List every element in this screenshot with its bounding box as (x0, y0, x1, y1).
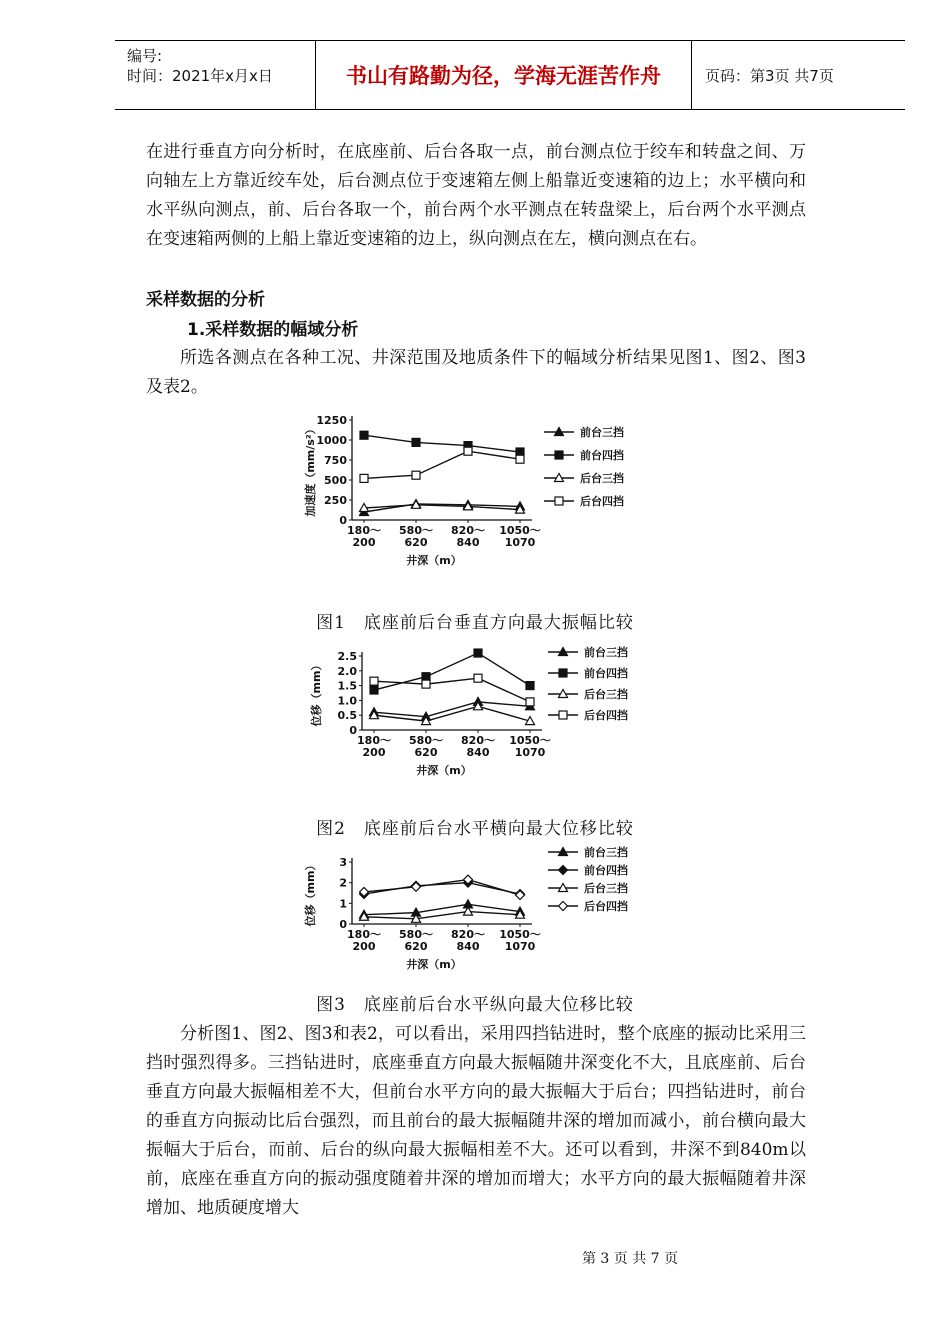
y-tick-label: 2 (339, 876, 347, 890)
data-point (360, 474, 368, 482)
legend-label: 后台三挡 (584, 688, 628, 701)
y-tick-label: 1.5 (337, 679, 357, 693)
header-meta (115, 41, 316, 109)
legend-label: 前台四挡 (584, 667, 628, 680)
x-tick-label: 1050～ (509, 734, 551, 747)
x-axis-label: 井深（m） (406, 958, 462, 971)
time-label: 时间：2021年x月x日 (127, 67, 273, 85)
x-tick-label: 820～ (461, 734, 495, 747)
legend-label: 前台三挡 (584, 846, 628, 859)
paragraph-2: 所选各测点在各种工况、井深范围及地质条件下的幅域分析结果见图1、图2、图3及表2。 (146, 348, 806, 397)
series-line (364, 451, 520, 478)
page-header (115, 40, 905, 110)
x-tick-label: 580～ (399, 524, 433, 537)
x-tick-label: 1070 (514, 746, 546, 759)
legend-label: 后台四挡 (580, 495, 624, 508)
y-tick-label: 0 (349, 724, 357, 737)
x-tick-label: 620 (414, 746, 438, 759)
x-tick-label: 180～ (347, 928, 381, 941)
x-tick-label: 1050～ (499, 928, 541, 941)
legend-marker (559, 902, 568, 911)
y-tick-label: 3 (339, 856, 347, 869)
y-tick-label: 750 (324, 454, 347, 467)
series-line (374, 678, 530, 702)
legend-label: 前台四挡 (580, 449, 624, 462)
legend-label: 后台三挡 (580, 472, 624, 485)
y-tick-label: 0 (339, 514, 347, 527)
legend-marker (555, 497, 563, 505)
legend-label: 前台三挡 (580, 426, 624, 439)
x-tick-label: 820～ (451, 928, 485, 941)
y-tick-label: 1000 (316, 434, 347, 447)
y-axis-label: 位移（mm） (304, 859, 317, 927)
y-tick-label: 250 (324, 494, 347, 507)
data-point (412, 438, 420, 446)
figure-2-chart (300, 642, 660, 782)
x-tick-label: 1070 (504, 536, 536, 549)
number-label: 编号: (127, 47, 163, 65)
figure-1-caption: 图1 底座前后台垂直方向最大振幅比较 (316, 613, 634, 633)
x-tick-label: 580～ (399, 928, 433, 941)
data-point (360, 431, 368, 439)
data-point (464, 447, 472, 455)
data-point (526, 682, 534, 690)
legend-marker (559, 669, 567, 677)
header-page-label: 页码：第3页 共7页 (705, 67, 834, 85)
data-point (370, 677, 378, 685)
y-tick-label: 1250 (316, 414, 347, 427)
y-axis-label: 位移（mm） (310, 659, 323, 727)
subsection-heading: 1.采样数据的幅域分析 (187, 320, 359, 340)
x-tick-label: 620 (404, 940, 428, 953)
paragraph-1: 在进行垂直方向分析时，在底座前、后台各取一点，前台测点位于绞车和转盘之间、万向轴左上方靠近绞车处，后台测点位于变速箱左侧上船靠近变速箱的边上；水平横向和水平纵向测点，前、后台各取一个，前台两个水平测点在转盘梁上，后台两个水平测点在变速箱两侧的上船上靠近变速箱的边上，纵向测点在左，横向测点在右。 (146, 142, 806, 249)
legend-label: 后台四挡 (584, 709, 628, 722)
header-motto: 书山有路勤为径，学海无涯苦作舟 (316, 41, 692, 109)
x-tick-label: 580～ (409, 734, 443, 747)
data-point (422, 673, 430, 681)
series-line (364, 435, 520, 452)
legend-marker (555, 451, 563, 459)
legend-label: 后台三挡 (584, 882, 628, 895)
x-axis-label: 井深（m） (416, 764, 472, 777)
x-tick-label: 1070 (504, 940, 536, 953)
x-tick-label: 180～ (357, 734, 391, 747)
x-tick-label: 840 (456, 940, 480, 953)
figure-1-chart (300, 410, 660, 580)
legend-marker (559, 711, 567, 719)
data-point (370, 686, 378, 694)
x-tick-label: 200 (352, 940, 376, 953)
legend-label: 前台三挡 (584, 646, 628, 659)
y-tick-label: 0.5 (337, 709, 357, 723)
y-tick-label: 1 (339, 897, 347, 911)
section-heading: 采样数据的分析 (146, 290, 265, 310)
figure-2-caption: 图2 底座前后台水平横向最大位移比较 (316, 819, 634, 839)
figure-3-chart (300, 842, 660, 977)
data-point (516, 455, 524, 463)
y-tick-label: 2.5 (337, 650, 357, 663)
legend-label: 前台四挡 (584, 864, 628, 877)
x-tick-label: 820～ (451, 524, 485, 537)
data-point (474, 649, 482, 657)
legend-marker (559, 866, 568, 875)
x-tick-label: 180～ (347, 524, 381, 537)
data-point (422, 680, 430, 688)
x-axis-label: 井深（m） (406, 554, 462, 567)
x-tick-label: 840 (456, 536, 480, 549)
legend-label: 后台四挡 (584, 900, 628, 913)
x-tick-label: 1050～ (499, 524, 541, 537)
data-point (474, 674, 482, 682)
series-line (374, 653, 530, 690)
series-line (364, 912, 520, 919)
x-tick-label: 840 (466, 746, 490, 759)
paragraph-3: 分析图1、图2、图3和表2，可以看出，采用四挡钻进时，整个底座的振动比采用三挡时强烈得多。三挡钻进时，底座垂直方向最大振幅随井深变化不大，且底座前、后台垂直方向最大振幅相差不大，但前台水平方向的最大振幅大于后台；四挡钻进时，前台的垂直方向振动比后台强烈，而且前台的最大振幅随井深的增加而减小，前台横向最大振幅大于后台，而前、后台的纵向最大振幅相差不大。还可以看到，井深不到840m以前，底座在垂直方向的振动强度随着井深的增加而增大；水平方向的最大振幅随着井深增加、地质硬度增大 (146, 1024, 806, 1218)
y-tick-label: 1.0 (337, 694, 357, 708)
x-tick-label: 200 (352, 536, 376, 549)
figure-3-caption: 图3 底座前后台水平纵向最大位移比较 (316, 995, 634, 1015)
data-point (526, 698, 534, 706)
y-tick-label: 0 (339, 918, 347, 931)
data-point (412, 471, 420, 479)
series-line (364, 880, 520, 896)
page-footer: 第 3 页 共 7 页 (581, 1251, 679, 1267)
y-axis-label: 加速度（mm/s²） (304, 423, 317, 517)
x-tick-label: 200 (362, 746, 386, 759)
y-tick-label: 2.0 (337, 664, 357, 678)
x-tick-label: 620 (404, 536, 428, 549)
y-tick-label: 500 (324, 474, 347, 487)
